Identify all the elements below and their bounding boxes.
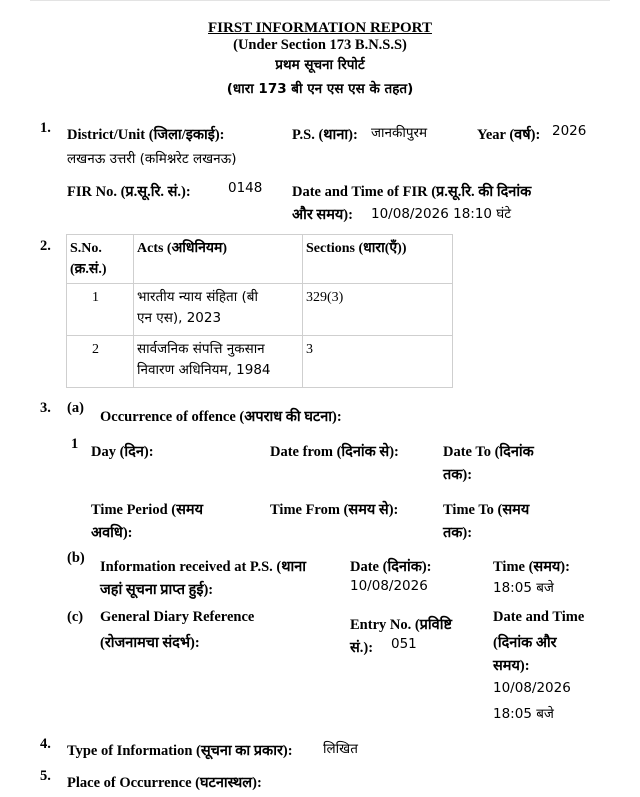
entry-number-value: 051 [391, 636, 417, 652]
sno-header [67, 235, 134, 284]
occurrence-title: Occurrence of offence (अपराध की घटना): [100, 409, 342, 425]
diary-date-value: 10/08/2026 [493, 680, 571, 696]
fir-datetime-label-cont: और समय): [292, 207, 353, 223]
time-to-label: Time To (समय [443, 502, 530, 518]
acts-header: Acts (अधिनियम) [134, 235, 303, 284]
general-diary-label: General Diary Reference [100, 609, 255, 625]
police-station-value: जानकीपुरम [371, 125, 428, 141]
subsection-a-letter: (a) [67, 400, 84, 416]
row-sno: 1 [67, 284, 134, 336]
district-value: लखनऊ उत्तरी (कमिश्नरेट लखनऊ) [67, 151, 237, 167]
time-period-label: Time Period (समय [91, 502, 203, 518]
occurrence-index: 1 [71, 436, 79, 452]
section-2-number: 2. [40, 238, 51, 254]
info-received-label: Information received at P.S. (थाना [100, 559, 307, 575]
info-date-label: Date (दिनांक): [350, 559, 432, 575]
date-to-label-cont: तक): [443, 467, 473, 483]
section-1-number: 1. [40, 120, 51, 136]
section-4-number: 4. [40, 736, 51, 752]
top-divider [30, 0, 610, 1]
district-label: District/Unit (जिला/इकाई): [67, 127, 225, 143]
fir-datetime-label: Date and Time of FIR (प्र.सू.रि. की दिनांक [292, 184, 532, 200]
row-section: 329(3) [303, 284, 453, 336]
fir-datetime-value: 10/08/2026 18:10 घंटे [371, 206, 512, 222]
time-from-label: Time From (समय से): [270, 502, 399, 518]
row-act [134, 336, 303, 388]
place-of-occurrence-label: Place of Occurrence (घटनास्थल): [67, 775, 262, 791]
diary-datetime-label-cont-2: समय): [493, 658, 530, 674]
subsection-c-letter: (c) [67, 609, 84, 625]
entry-number-label: Entry No. (प्रविष्टि [350, 617, 452, 633]
info-type-label: Type of Information (सूचना का प्रकार): [67, 743, 293, 759]
info-date-value: 10/08/2026 [350, 578, 428, 594]
date-from-label: Date from (दिनांक से): [270, 444, 399, 460]
document-subtitle: (Under Section 173 B.N.S.S) [233, 37, 407, 53]
date-to-label: Date To (दिनांक [443, 444, 534, 460]
info-time-label: Time (समय): [493, 559, 570, 575]
sections-header: Sections (धारा(एँ)) [303, 235, 453, 284]
section-5-number: 5. [40, 768, 51, 784]
section-3-number: 3. [40, 400, 51, 416]
time-period-label-cont: अवधि): [91, 525, 133, 541]
info-received-label-cont: जहां सूचना प्राप्त हुई): [100, 582, 214, 598]
table-row [67, 336, 453, 388]
diary-datetime-label: Date and Time [493, 609, 585, 625]
document-title-hindi: प्रथम सूचना रिपोर्ट [275, 57, 365, 73]
acts-table [66, 234, 453, 388]
row-act-line-2: निवारण अधिनियम, 1984 [137, 362, 271, 378]
sno-header-line-1: S.No. [70, 241, 102, 256]
general-diary-label-cont: (रोजनामचा संदर्भ): [100, 635, 200, 651]
document-title: FIRST INFORMATION REPORT [208, 20, 432, 36]
row-act-line-1: सार्वजनिक संपत्ति नुकसान [137, 341, 265, 357]
row-act-line-2: एन एस), 2023 [137, 310, 222, 326]
subsection-b-letter: (b) [67, 550, 85, 566]
table-header-row [67, 235, 453, 284]
diary-datetime-label-cont: (दिनांक और [493, 635, 557, 651]
entry-number-label-cont: सं.): [350, 640, 374, 656]
sno-header-line-2: (क्र.सं.) [70, 262, 107, 277]
day-label: Day (दिन): [91, 444, 154, 460]
fir-number-value: 0148 [228, 180, 263, 196]
table-row [67, 284, 453, 336]
police-station-label: P.S. (थाना): [292, 127, 358, 143]
fir-number-label: FIR No. (प्र.सू.रि. सं.): [67, 184, 191, 200]
info-type-value: लिखित [323, 741, 358, 757]
year-label: Year (वर्ष): [477, 127, 541, 143]
row-act [134, 284, 303, 336]
time-to-label-cont: तक): [443, 525, 473, 541]
info-time-value: 18:05 बजे [493, 580, 554, 596]
row-section: 3 [303, 336, 453, 388]
document-subtitle-hindi: (धारा 173 बी एन एस एस के तहत) [226, 81, 414, 97]
diary-time-value: 18:05 बजे [493, 706, 554, 722]
row-act-line-1: भारतीय न्याय संहिता (बी [137, 289, 258, 305]
row-sno: 2 [67, 336, 134, 388]
year-value: 2026 [552, 123, 587, 139]
